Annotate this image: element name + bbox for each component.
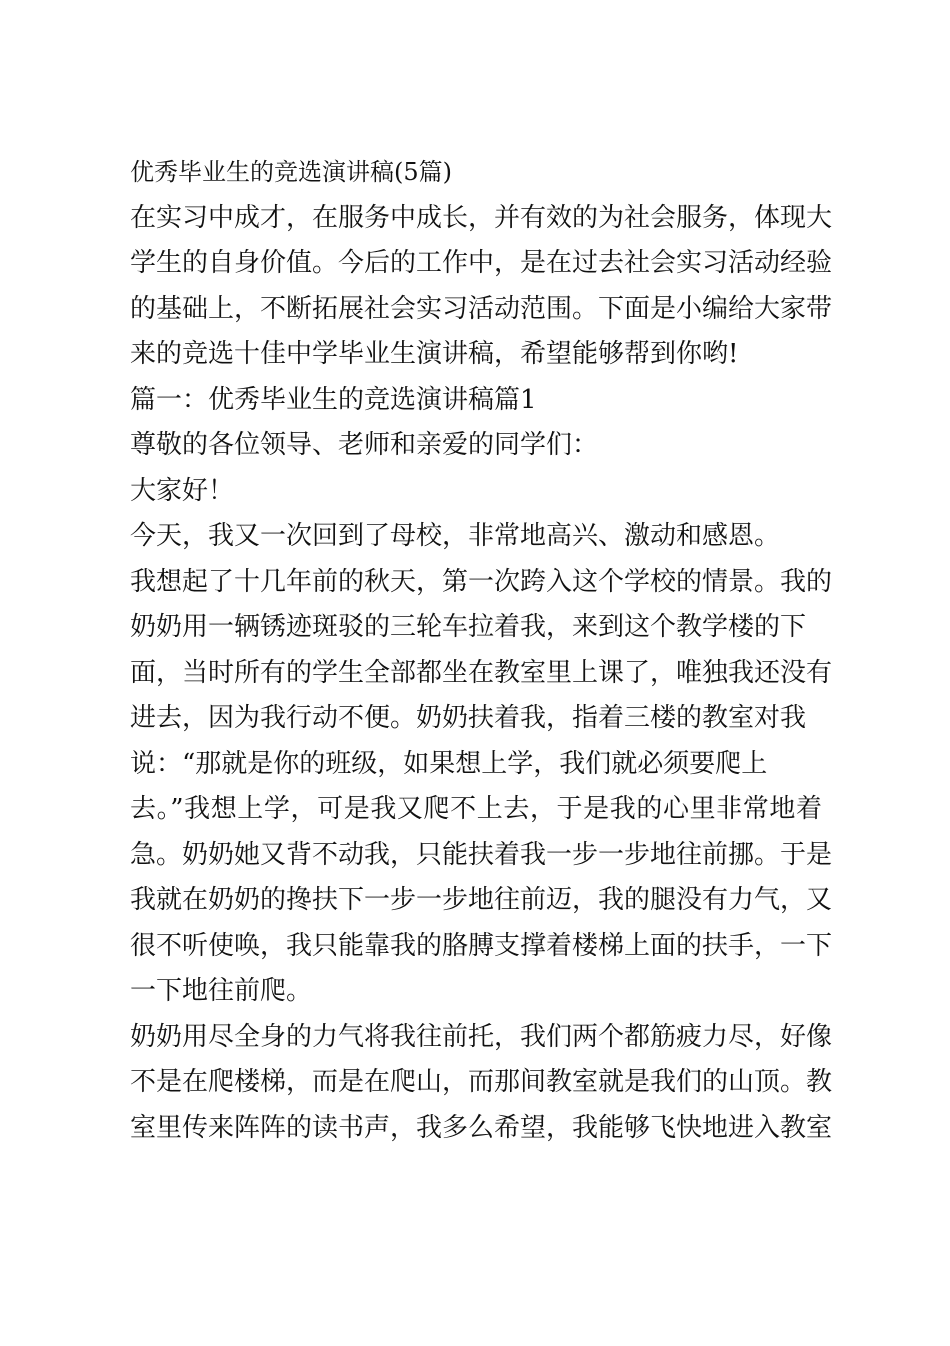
- paragraph-line: 说：“那就是你的班级，如果想上学，我们就必须要爬上: [130, 748, 768, 779]
- paragraph-line: 奶奶用尽全身的力气将我往前托，我们两个都筋疲力尽，好像: [130, 1021, 833, 1052]
- paragraph-line: 今天，我又一次回到了母校，非常地高兴、激动和感恩。: [130, 521, 781, 551]
- paragraph-line: 室里传来阵阵的读书声，我多么希望，我能够飞快地进入教室: [130, 1112, 833, 1143]
- paragraph-line: 我就在奶奶的搀扶下一步一步地往前迈，我的腿没有力气，又: [130, 885, 833, 915]
- paragraph-line: 我想起了十几年前的秋天，第一次跨入这个学校的情景。我的: [130, 566, 833, 597]
- greeting: 大家好！: [130, 475, 235, 506]
- intro-line: 学生的自身价值。今后的工作中，是在过去社会实习活动经验: [130, 248, 833, 278]
- paragraph-line: 进去，因为我行动不便。奶奶扶着我，指着三楼的教室对我: [130, 703, 807, 733]
- intro-line: 的基础上，不断拓展社会实习活动范围。下面是小编给大家带: [130, 293, 833, 324]
- salutation: 尊敬的各位领导、老师和亲爱的同学们：: [130, 430, 599, 460]
- paragraph-line: 急。奶奶她又背不动我，只能扶着我一步一步地往前挪。于是: [130, 839, 833, 870]
- paragraph-line: 很不听使唤，我只能靠我的胳膊支撑着楼梯上面的扶手，一下: [130, 930, 833, 961]
- paragraph-line: 面，当时所有的学生全部都坐在教室里上课了，唯独我还没有: [130, 657, 833, 688]
- intro-line: 来的竞选十佳中学毕业生演讲稿，希望能够帮到你哟!: [130, 339, 739, 369]
- document-body: [130, 150, 833, 1151]
- document-title: 优秀毕业生的竞选演讲稿(5篇): [130, 158, 452, 186]
- paragraph-line: 一下地往前爬。: [130, 976, 313, 1006]
- paragraph-line: 不是在爬楼梯，而是在爬山，而那间教室就是我们的山顶。教: [130, 1067, 833, 1097]
- paragraph-line: 去。”我想上学，可是我又爬不上去，于是我的心里非常地着: [130, 794, 822, 824]
- paragraph-line: 奶奶用一辆锈迹斑驳的三轮车拉着我，来到这个教学楼的下: [130, 612, 807, 642]
- intro-line: 在实习中成才，在服务中成长，并有效的为社会服务，体现大: [130, 202, 833, 233]
- section-heading: 篇一：优秀毕业生的竞选演讲稿篇1: [130, 384, 537, 415]
